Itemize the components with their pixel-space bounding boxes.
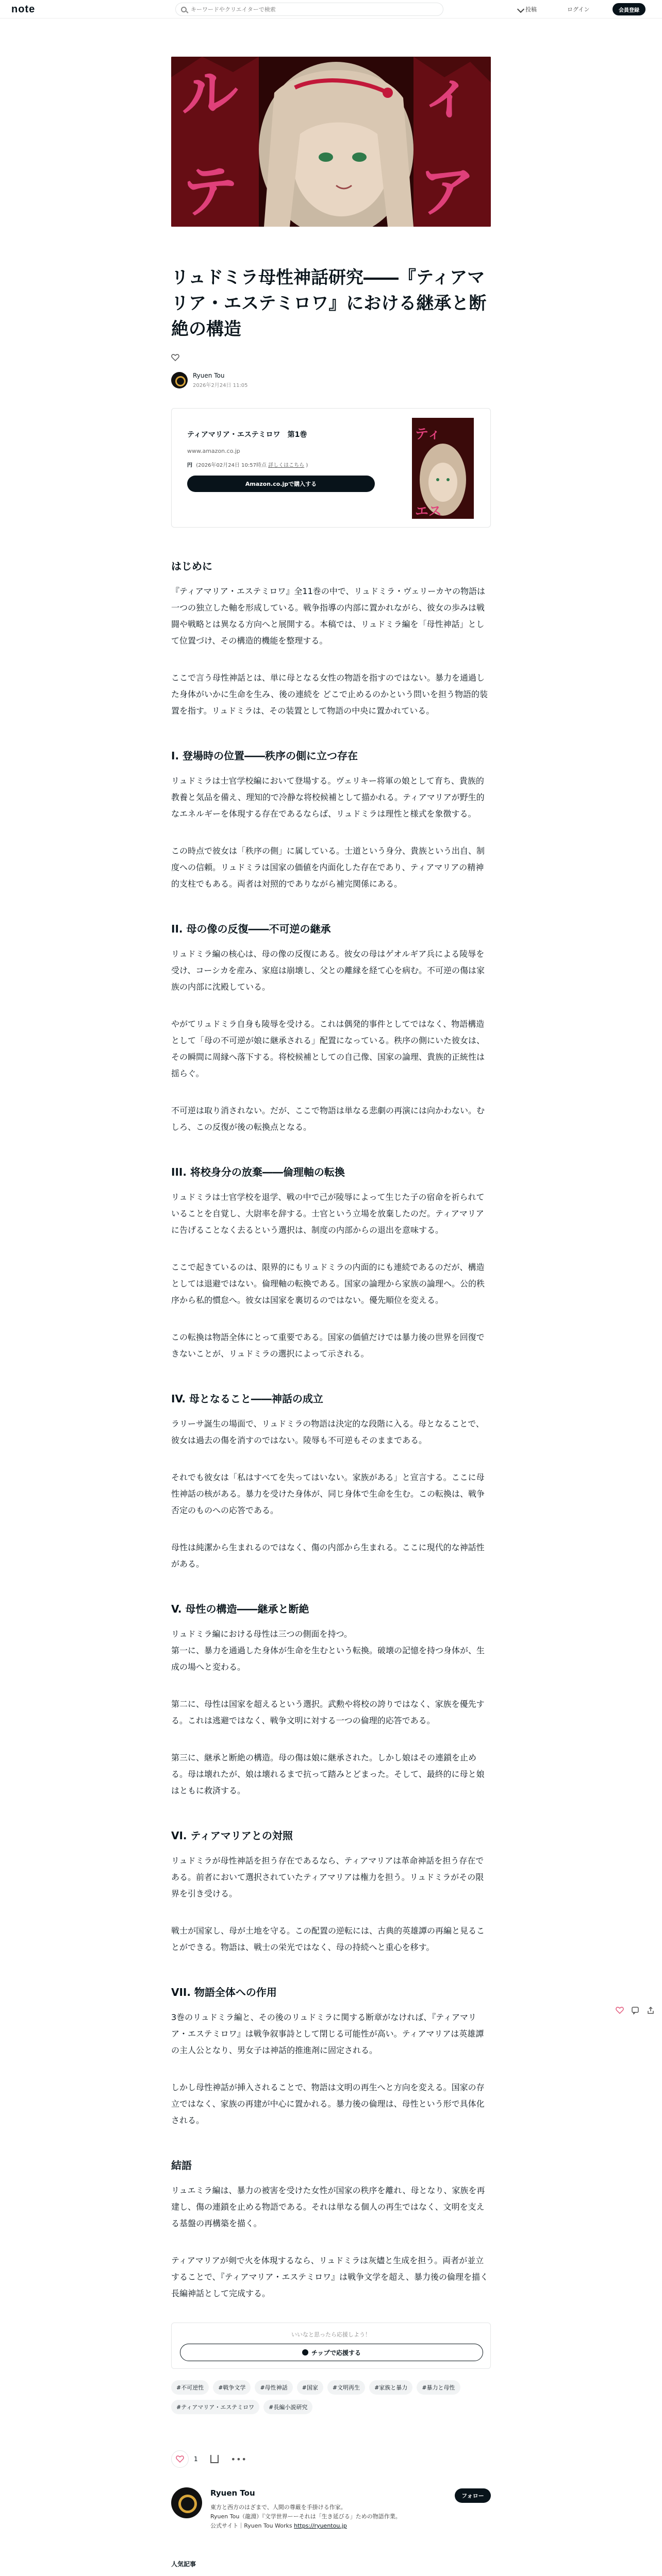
product-card[interactable] (171, 408, 491, 528)
heart-icon[interactable] (171, 353, 179, 362)
svg-text:ル: ル (181, 60, 238, 127)
share-icon[interactable] (210, 2455, 219, 2463)
svg-text:ティ: ティ (415, 427, 441, 442)
paragraph: ここで起きているのは、限界的にもリュドミラの内面的にも連続であるのだが、構造としては退避ではない。倫理軸の転換である。国家の論理から家族の論理へ。公的秩序から私的慣怠へ。彼女は国家を裏切るのではない。優先順位を変える。 (171, 1262, 485, 1305)
author-row[interactable] (171, 372, 491, 388)
price-note-end: ) (306, 463, 308, 468)
paragraph: 3巻のリュドミラ編と、その後のリュドミラに関する断章がなければ、『ティアマリア・エステミロワ』は戦争叙事詩として閉じる可能性が高い。ティアマリアは英雄譚の主人公となり、男女子は神話的推進剤に固定される。 (171, 2012, 484, 2055)
more-icon[interactable]: ••• (230, 2454, 247, 2464)
book-cover-image[interactable] (412, 418, 474, 519)
comment-icon[interactable] (631, 2006, 639, 2014)
section-7 (171, 1985, 491, 2129)
paragraph: この転換は物語全体にとって重要である。国家の価値だけでは暴力後の世界を回復できないことが、リュドミラの選択によって示される。 (171, 1332, 485, 1359)
product-domain: www.amazon.co.jp (187, 448, 240, 454)
heart-icon[interactable] (616, 2006, 624, 2014)
post-link[interactable] (518, 5, 537, 13)
tip-icon (302, 2349, 308, 2355)
publish-date: 2026年2月24日 11:05 (193, 383, 248, 388)
section-intro (171, 558, 491, 719)
author-meta (193, 372, 248, 388)
section-1 (171, 748, 491, 892)
tag[interactable]: #文明再生 (327, 2380, 365, 2395)
list-item[interactable] (171, 2572, 491, 2576)
section-6 (171, 1828, 491, 1956)
paragraph: 不可逆は取り消されない。だが、ここで物語は単なる悲劇の再演には向かわない。むしろ、この反復が後の転換点となる。 (171, 1106, 485, 1132)
like-count: 1 (194, 2455, 198, 2463)
section-heading: I. 登場時の位置――秩序の側に立つ存在 (171, 750, 358, 762)
section-2 (171, 921, 491, 1136)
tag[interactable]: #戦争文学 (213, 2380, 251, 2395)
author-profile (171, 2487, 491, 2549)
article-title: リュドミラ母性神話研究――『ティアマリア・エステミロワ』における継承と断絶の構造 (171, 267, 487, 340)
follow-button[interactable]: フォロー (455, 2488, 491, 2503)
paragraph: 第二に、母性は国家を超えるという選択。武勲や将校の誇りではなく、家族を優先する。これは逃避ではなく、戦争文明に対する一つの倫理的応答である。 (171, 1699, 485, 1725)
section-heading: III. 将校身分の放棄――倫理軸の転換 (171, 1166, 345, 1178)
svg-text:テ: テ (181, 158, 238, 225)
tip-button[interactable] (180, 2344, 483, 2361)
bio-line: 東方と西方のはざまで、人間の尊厳を手掛ける作家。 (210, 2504, 346, 2511)
author-name[interactable]: Ryuen Tou (193, 372, 225, 379)
section-heading: VI. ティアマリアとの対照 (171, 1829, 293, 1842)
section-heading: VII. 物語全体への作用 (171, 1986, 277, 1998)
avatar[interactable] (171, 2487, 202, 2518)
paragraph: リュドミラ編の核心は、母の像の反復にある。彼女の母はゲオルギア兵による陵辱を受け、コーシカを産み、家庭は崩壊し、父との離縁を経て心を病む。不可逆の傷は家族の内部に沈殿している。 (171, 949, 485, 992)
note-logo[interactable]: note (11, 4, 36, 15)
support-box (171, 2323, 491, 2369)
paragraph: やがてリュドミラ自身も陵辱を受ける。これは偶発的事件としてではなく、物語構造として「母の不可逆が娘に継承される」配置になっている。秩序の側にいた彼女は、その瞬間に周縁へ落下する。将校候補としての自己像、国家の論理、貴族的正統性は揺らぐ。 (171, 1019, 485, 1078)
hero-image (171, 57, 491, 227)
section-5 (171, 1601, 491, 1799)
svg-text:ア: ア (419, 158, 475, 225)
paragraph: ここで言う母性神話とは、単に母となる女性の物語を指すのではない。暴力を通過した身体がいかに生命を生み、後の連続を どこで止めるのかという問いを担う物語的装置を指す。リュドミラは、その装置として物語の中央に置かれている。 (171, 673, 488, 716)
paragraph: 『ティアマリア・エステミロワ』全11巻の中で、リュドミラ・ヴェリーカヤの物語は一つの独立した軸を形成している。戦争指導の内部に置かれながら、彼女の歩みは戦闘や戦略とは異なる方向へと展開する。本稿では、リュドミラ編を「母性神話」として位置づけ、その構造的機能を整理する。 (171, 586, 486, 646)
tag[interactable]: #長編小説研究 (263, 2400, 312, 2414)
price-note: (2026年02月24日 10:57時点 (196, 463, 267, 468)
side-actions (616, 2006, 662, 2014)
svg-text:ィ: ィ (419, 60, 475, 127)
global-header (0, 0, 662, 19)
tag[interactable]: #暴力と母性 (417, 2380, 460, 2395)
section-heading: IV. 母となること――神話の成立 (171, 1393, 323, 1405)
paragraph: リュドミラは士官学校を退学、戦の中で己が陵辱によって生じた子の宿命を祈られていることを自覚し、大尉率を辞する。士官という立場を放棄したのだ。ティアマリアに告げることなく去るという選択は、制度の内部からの退出を意味する。 (171, 1192, 485, 1235)
profile-name[interactable]: Ryuen Tou (210, 2488, 255, 2498)
section-conclusion (171, 2158, 491, 2302)
post-label: 投稿 (525, 6, 537, 13)
section-3 (171, 1164, 491, 1362)
paragraph: リュドミラが母性神話を担う存在であるなら、ティアマリアは革命神話を担う存在である。前者において選択されていたティアマリアは権力を担う。リュドミラがその限界を引き受ける。 (171, 1856, 484, 1899)
pen-icon (517, 6, 524, 13)
tag[interactable]: #母性神話 (255, 2380, 292, 2395)
tip-button-label: チップで応援する (311, 2349, 361, 2357)
like-button[interactable] (171, 2450, 189, 2468)
login-link[interactable]: ログイン (567, 6, 590, 13)
paragraph: リュドミラは士官学校編において登場する。ヴェリキー将軍の娘として育ち、貴族的教養と気品を備え、理知的で冷静な将校候補として描かれる。ティアマリアが野生的なエネルギーを体現する存在であるならば、リュドミラは理性と様式を象徴する。 (171, 776, 485, 819)
paragraph: それでも彼女は「私はすべてを失ってはいない。家族がある」と宣言する。ここに母性神話の核がある。暴力を受けた身体が、同じ身体で生命を生む。この転換は、戦争否定のものへの応答である。 (171, 1472, 485, 1515)
bio-line: Ryuen Tou（龍淵）『文学世界ーーそれは「生き延びる」ための物語作業。 (210, 2513, 401, 2520)
paragraph: 戦士が国家し、母が土地を守る。この配置の逆転には、古典的英雄譚の再編と見ることができる。物語は、戦士の栄光ではなく、母の持続へと重心を移す。 (171, 1926, 485, 1952)
search-icon (181, 7, 187, 12)
bio-line: 公式サイト｜Ryuen Tou Works (210, 2522, 292, 2529)
section-heading: V. 母性の構造――継承と断絶 (171, 1603, 309, 1615)
search-box[interactable] (175, 3, 443, 16)
price-label: 円 (187, 463, 192, 468)
paragraph: ラリーサ誕生の場面で、リュドミラの物語は決定的な段階に入る。母となることで、彼女は過去の傷を消すのではない。陵辱も不可逆もそのままである。 (171, 1419, 484, 1445)
profile-bio (210, 2503, 437, 2531)
paragraph: ティアマリアが剣で火を体現するなら、リュドミラは灰燼と生成を担う。両者が並立することで、『ティアマリア・エステミロワ』は戦争文学を超え、暴力後の倫理を描く長編神話として完成する。 (171, 2256, 489, 2298)
tag-list (171, 2380, 491, 2419)
article-actions (171, 2450, 491, 2468)
tag[interactable]: #国家 (297, 2380, 323, 2395)
section-heading: はじめに (171, 560, 212, 572)
support-prompt: いいなと思ったら応援しよう！ (291, 2331, 371, 2338)
tag[interactable]: #家族と暴力 (369, 2380, 412, 2395)
section-4 (171, 1391, 491, 1572)
heart-icon (176, 2455, 184, 2463)
paragraph: しかし母性神話が挿入されることで、物語は文明の再生へと方向を変える。国家の存立ではなく、家族の再建が中心に置かれる。暴力後の倫理は、母性という形で具体化される。 (171, 2082, 485, 2125)
svg-text:エス: エス (415, 504, 442, 519)
signup-button[interactable]: 会員登録 (613, 3, 646, 15)
amazon-buy-button[interactable]: Amazon.co.jpで購入する (187, 476, 375, 492)
share-icon[interactable] (647, 2006, 655, 2014)
article (171, 57, 491, 2576)
popular-heading: 人気記事 (171, 2561, 196, 2568)
product-title[interactable]: ティアマリア・エステミロワ 第1巻 (187, 431, 307, 439)
profile-site-link[interactable]: https://ryuentou.jp (294, 2522, 347, 2529)
price-detail-link[interactable]: 詳しくはこちら (268, 463, 305, 468)
section-heading: II. 母の像の反復――不可逆の継承 (171, 923, 331, 935)
paragraph: この時点で彼女は「秩序の側」に属している。士道という身分、貴族という出自、制度への信頼。リュドミラは国家の価値を内面化した存在であり、ティアマリアの精神的支柱でもある。両者は対照的でありながら補完関係にある。 (171, 846, 485, 889)
section-heading: 結語 (171, 2159, 192, 2172)
search-input[interactable] (191, 6, 418, 13)
paragraph: 母性は純潔から生まれるのではなく、傷の内部から生まれる。ここに現代的な神話性がある。 (171, 1543, 485, 1569)
paragraph: リュエミラ編は、暴力の被害を受けた女性が国家の秩序を離れ、母となり、家族を再建し、傷の連鎖を止める物語である。それは単なる個人の再生ではなく、文明を支える基盤の再構築を描く。 (171, 2185, 485, 2228)
tag[interactable]: #不可逆性 (171, 2380, 209, 2395)
paragraph: 第三に、継承と断絶の構造。母の傷は娘に継承された。しかし娘はその連鎖を止める。母は壊れたが、娘は壊れるまで抗って踏みとどまった。そして、最終的に母と娘はともに救済する。 (171, 1753, 485, 1795)
avatar[interactable] (171, 372, 188, 388)
tag[interactable]: #ティアマリア・エステミロワ (171, 2400, 259, 2414)
paragraph: リュドミラ編における母性は三つの側面を持つ。 第一に、暴力を通過した身体が生命を生むという転換。破壊の記憶を持つ身体が、生成の場へと変わる。 (171, 1629, 485, 1672)
